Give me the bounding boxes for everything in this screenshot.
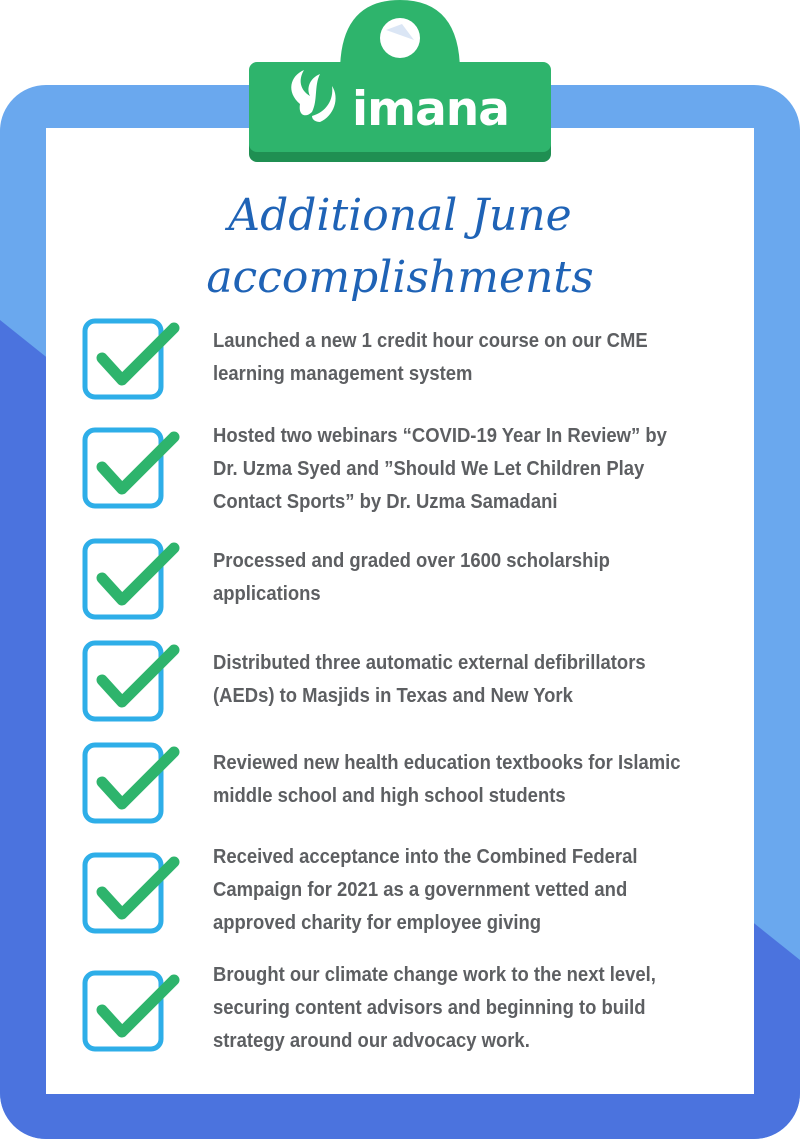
checkbox-checked-icon [82,538,182,628]
item-text: Brought our climate change work to the next level, securing content advisors and beginning to build strategy around our advocacy work. [213,963,656,1052]
imana-logo-text: imana [352,82,509,137]
checkbox-checked-icon [82,970,182,1060]
checkbox-checked-icon [82,318,182,408]
item-text: Distributed three automatic external defibrillators (AEDs) to Masjids in Texas and New York [213,651,646,707]
item-text: Received acceptance into the Combined Federal Campaign for 2021 as a government vetted and approved charity for employee giving [213,845,638,934]
item-text: Reviewed new health education textbooks for Islamic middle school and high school students [213,751,681,807]
checkbox-checked-icon [82,427,182,517]
checkbox-checked-icon [82,742,182,832]
item-text: Processed and graded over 1600 scholarship applications [213,549,610,605]
item-text: Launched a new 1 credit hour course on our CME learning management system [213,329,648,385]
title-line-2: accomplishments [206,252,594,303]
checkbox-checked-icon [82,640,182,730]
title-line-1: Additional June [228,190,572,241]
item-text: Hosted two webinars “COVID-19 Year In Review” by Dr. Uzma Syed and ”Should We Let Children Play Contact Sports” by Dr. Uzma Samadani [213,424,667,513]
checkbox-checked-icon [82,852,182,942]
